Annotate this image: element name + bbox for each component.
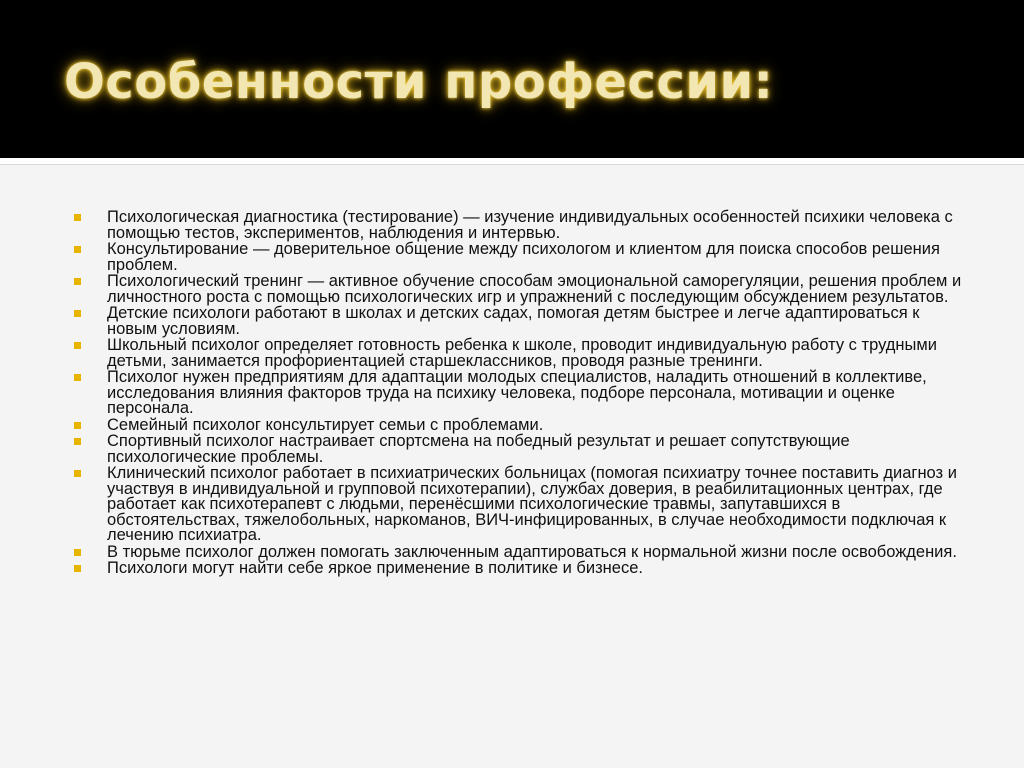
bullet-text: Консультирование — доверительное общение между психологом и клиентом для поиска способов решения проблем.	[107, 240, 940, 274]
bullet-text: Психологический тренинг — активное обучение способам эмоциональной саморегуляции, решения проблем и личностного роста с помощью психологических игр и упражнений с последующим обсуждением результатов.	[107, 272, 962, 306]
bullet-item-sports-psychologist	[74, 434, 962, 465]
bullet-text: Спортивный психолог настраивает спортсмена на победный результат и решает сопутствующие психологические проблемы.	[107, 432, 850, 466]
bullet-item-consulting	[74, 242, 962, 273]
bullet-square-icon	[74, 214, 81, 221]
bullet-item-prison-psychologist	[74, 542, 962, 561]
content-panel	[0, 165, 1024, 768]
bullet-square-icon	[74, 374, 81, 381]
bullet-text: Детские психологи работают в школах и детских садах, помогая детям быстрее и легче адаптироваться к новым условиям.	[107, 304, 920, 338]
bullet-text: Клинический психолог работает в психиатрических больницах (помогая психиатру точнее поставить диагноз и участвуя в индивидуальной и групповой психотерапии), службах доверия, в реабилитационных центрах, где работает как психотерапевт с людьми, перенёсшими психологические травмы, запутавшихся в обстоятельствах, тяжелобольных, наркоманов, ВИЧ-инфицированных, в случае необходимости подключая к лечению психиатра.	[107, 464, 957, 544]
bullet-item-politics-business	[74, 561, 962, 577]
bullet-square-icon	[74, 565, 81, 572]
bullet-square-icon	[74, 422, 81, 429]
bullet-square-icon	[74, 246, 81, 253]
bullet-item-enterprise-psychologist	[74, 370, 962, 417]
bullet-list	[74, 210, 962, 578]
bullet-square-icon	[74, 310, 81, 317]
bullet-text: Школьный психолог определяет готовность ребенка к школе, проводит индивидуальную работу с трудными детьми, занимается профориентацией старшеклассников, проводя разные тренинги.	[107, 336, 937, 370]
header-divider	[0, 158, 1024, 165]
bullet-square-icon	[74, 438, 81, 445]
bullet-text: В тюрьме психолог должен помогать заключенным адаптироваться к нормальной жизни после освобождения.	[107, 542, 957, 561]
bullet-text: Психологическая диагностика (тестирование) — изучение индивидуальных особенностей психики человека с помощью тестов, экспериментов, наблюдения и интервью.	[107, 208, 953, 242]
slide-header	[0, 0, 1024, 160]
bullet-item-training	[74, 274, 962, 305]
bullet-item-family-psychologist	[74, 415, 962, 434]
bullet-item-clinical-psychologist	[74, 466, 962, 544]
bullet-square-icon	[74, 278, 81, 285]
slide-title: Особенности профессии:	[64, 54, 774, 110]
bullet-text: Психолог нужен предприятиям для адаптации молодых специалистов, наладить отношений в коллективе, исследования влияния факторов труда на психику человека, подборе персонала, мотивации и оценке персонала.	[107, 368, 927, 417]
bullet-item-school-psychologist	[74, 338, 962, 369]
bullet-text: Семейный психолог консультирует семьи с проблемами.	[107, 415, 544, 434]
bullet-item-diagnostics	[74, 210, 962, 241]
bullet-square-icon	[74, 342, 81, 349]
bullet-item-child-psychologists	[74, 306, 962, 337]
bullet-square-icon	[74, 549, 81, 556]
bullet-text: Психологи могут найти себе яркое применение в политике и бизнесе.	[107, 559, 643, 577]
bullet-square-icon	[74, 470, 81, 477]
